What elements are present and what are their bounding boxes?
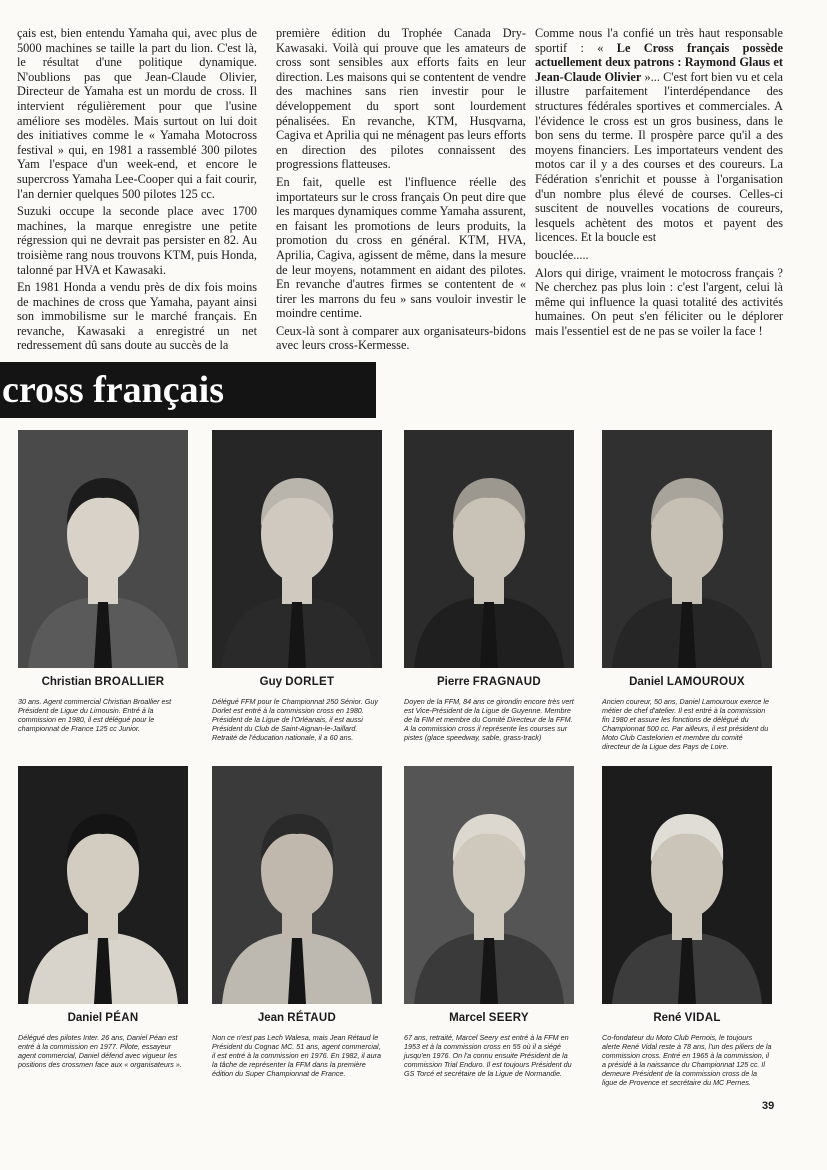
person-name: Marcel SEERY: [449, 1012, 529, 1024]
person-bio: 30 ans. Agent commercial Christian Broallier est Président de Ligue du Limousin. Entré à la commission en 1980, il est délégué pour le championnat de France 125 cc Junior.: [18, 697, 172, 733]
quote-intro: Comme nous l'a confié un très haut responsable sportif : «: [535, 26, 783, 55]
paragraph: Suzuki occupe la seconde place avec 1700 machines, la marque enregistre une petite régression qui ne devrait pas persister en 82. Au troisième rang nous trouvons KTM, puis Honda, talonné par HVA et Kawasaki.: [17, 204, 257, 277]
person-bio: Non ce n'est pas Lech Walesa, mais Jean Rétaud le Président du Cognac MC. 51 ans, agent commercial, il est entré à la commission en 1976. En 1982, il aura la tâche de représenter la FFM dans la première édition du Super Championnat de France.: [212, 1033, 382, 1078]
person-name: Daniel LAMOUROUX: [629, 676, 745, 688]
person-name: Pierre FRAGNAUD: [436, 676, 541, 688]
quote-rest: »... C'est fort bien vu et cela illustre parfaitement l'interdépendance des structures fédérales sportives et commerciales. A l'évidence le cross est un gros business, dans le bon sens du terme. Il prospère parce qu'il a des moyens financiers. Les importateurs vendent des motos car il y a des courses et des coureurs. La Fédération s'enrichit et pousse à l'organisation d'un nombre plus élevé de courses. Celles-ci suscitent de nouvelles vocations de coureurs, lesquels achètent des motos et payent des licences. Et la boucle est: [535, 69, 783, 245]
person-bio: Délégué des pilotes Inter. 26 ans, Daniel Péan est entré à la commission en 1977. Pilote, essayeur agent commercial, Daniel défend avec vigueur les positions des crossmen face aux « organisateurs ».: [18, 1033, 182, 1069]
article-column-1: [17, 26, 257, 356]
person-bio: Co-fondateur du Moto Club Pernois, le toujours alerte René Vidal reste à 78 ans, l'un des piliers de la commission cross. Entré en 1965 à la commission, il a présidé à la naissance du Championnat 125 cc. Il demeure Président de la commission cross de la ligue de Provence et secrétaire du MC Pernes.: [602, 1033, 772, 1087]
article-column-3: [535, 26, 783, 341]
watermark-decoration: [0, 1132, 827, 1170]
portrait-photo: [212, 430, 382, 668]
person-bio: 67 ans, retraité, Marcel Seery est entré à la FFM en 1953 et à la commission cross en 55 où il a siégé jusqu'en 1976. On l'a connu ensuite Président de la commission Trial Enduro. Il est toujours Président du GS Torcé et secrétaire de la Ligue de Normandie.: [404, 1033, 572, 1078]
quote-bold: Le Cross français possède actuellement deux patrons : Raymond Glaus et Jean-Claude Olivier: [535, 40, 783, 84]
page-number: 39: [762, 1100, 775, 1112]
person-name: Christian BROALLIER: [41, 676, 165, 688]
paragraph: première édition du Trophée Canada Dry-Kawasaki. Voilà qui prouve que les amateurs de cross sont sensibles aux efforts faits en leur direction. Les maisons qui se contentent de vendre des machines sans rien investir pour le développement du sport sont lourdement pénalisées. En revanche, KTM, Husqvarna, Cagiva et Aprilia qui ne ménagent pas leurs efforts en direction des pilotes connaissent des progressions flatteuses.: [276, 26, 526, 172]
paragraph: Alors qui dirige, vraiment le motocross français ? Ne cherchez pas plus loin : c'est l'argent, celui là même qui influence la quasi totalité des activités humaines. On peut s'en féliciter ou le déplorer mais l'essentiel est de ne pas se voiler la face !: [535, 265, 783, 338]
portrait-photo: [212, 766, 382, 1004]
person-name: Guy DORLET: [259, 676, 335, 688]
person-name: Jean RÉTAUD: [257, 1012, 337, 1024]
paragraph: [535, 26, 783, 245]
portrait-photo: [18, 430, 188, 668]
person-bio: Ancien coureur, 50 ans, Daniel Lamouroux exerce le métier de chef d'atelier. Il est entré à la commission fin 1980 et assure les fonctions de délégué du Championnat 500 cc. Par ailleurs, il est président du Moto Club Castelorien et membre du comité directeur de la Ligue des Pays de Loire.: [602, 697, 770, 751]
paragraph: bouclée.....: [535, 247, 589, 262]
section-banner: cross français: [0, 362, 376, 418]
portrait-photo: [404, 766, 574, 1004]
portrait-photo: [18, 766, 188, 1004]
paragraph: çais est, bien entendu Yamaha qui, avec plus de 5000 machines se taille la part du lion. C'est là, le résultat d'une politique dynamique. N'oublions pas que Jean-Claude Olivier, Directeur de Yamaha est un mordu de cross. Il intervient régulièrement pour que l'usine améliore ses modèles. Mais surtout on lui doit des initiatives comme le « Yamaha Motocross festival » qui, en 1981 a rassemblé 300 pilotes Yam l'espace d'un week-end, et encore le supercross Yamaha Lee-Cooper qui a fait courir, l'an dernier quelques 500 pilotes 125 cc.: [17, 26, 257, 201]
portrait-photo: [602, 430, 772, 668]
portrait-photo: [404, 430, 574, 668]
person-bio: Délégué FFM pour le Championnat 250 Sénior. Guy Dorlet est entré à la commission cross en 1980. Président de la Ligue de l'Orléanais, il est aussi Président du Club de Saint-Aignan-le-Jaillard. Retraité de l'éducation nationale, il a 60 ans.: [212, 697, 378, 742]
portrait-photo: [602, 766, 772, 1004]
paragraph: En 1981 Honda a vendu près de dix fois moins de machines de cross que Yamaha, payant ainsi son immobilisme sur le marché français. En revanche, Kawasaki a enregistré un net redressement dû sans doute au succès de la: [17, 280, 257, 353]
person-name: René VIDAL: [653, 1012, 721, 1024]
person-bio: Doyen de la FFM, 84 ans ce girondin encore très vert est Vice-Président de la Ligue de Guyenne. Membre de la FIM et membre du Comité Directeur de la FFM. A la commission cross il représente les courses sur pistes (glace speedway, sable, grass-track): [404, 697, 574, 742]
paragraph: En fait, quelle est l'influence réelle des importateurs sur le cross français On peut dire que les marques dynamiques comme Yamaha assurent, en faisant les promotions de leurs produits, la promotion du cross en général. KTM, HVA, Aprilia, Cagiva, agissent de même, dans la mesure de leur moyens, notamment en aidant des pilotes. En revanche d'autres firmes se contentent de « tirer les marrons du feu » sans vouloir investir le moindre centime.: [276, 174, 526, 321]
article-column-2: [276, 26, 526, 356]
person-name: Daniel PÉAN: [67, 1012, 139, 1024]
paragraph: Ceux-là sont à comparer aux organisateurs-bidons avec leurs cross-Kermesse.: [276, 323, 526, 353]
